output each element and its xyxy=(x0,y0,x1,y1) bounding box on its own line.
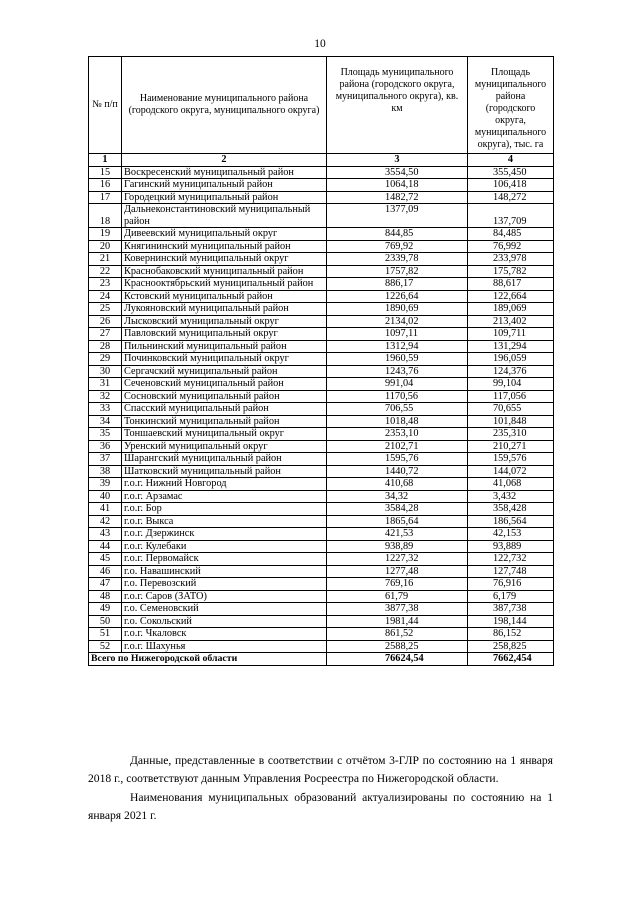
row-area-ha: 196,059 xyxy=(468,353,554,366)
table-row xyxy=(89,415,554,428)
row-number: 26 xyxy=(89,315,122,328)
row-name: г.о.г. Кулебаки xyxy=(122,540,327,553)
row-number: 32 xyxy=(89,390,122,403)
footnote-source: Данные, представленные в соответствии с отчётом 3-ГЛР по состоянию на 1 января 2018 г., соответствуют данным Управления Росреестра по Нижегородской области. xyxy=(88,754,553,785)
row-area-ha: 258,825 xyxy=(468,640,554,653)
table-row xyxy=(89,191,554,204)
row-number: 24 xyxy=(89,290,122,303)
row-area-ha: 3,432 xyxy=(468,490,554,503)
footnote-names-date: Наименования муниципальных образований актуализированы по состоянию на 1 января 2021 г. xyxy=(88,791,553,822)
row-name: Павловский муниципальный округ xyxy=(122,328,327,341)
table-row xyxy=(89,278,554,291)
table-body xyxy=(89,166,554,653)
row-area-ha: 175,782 xyxy=(468,265,554,278)
row-number: 27 xyxy=(89,328,122,341)
row-number: 47 xyxy=(89,578,122,591)
table-row xyxy=(89,528,554,541)
table-row xyxy=(89,253,554,266)
row-name: г.о. Перевозский xyxy=(122,578,327,591)
table-row xyxy=(89,590,554,603)
row-number: 25 xyxy=(89,303,122,316)
row-area-km: 706,55 xyxy=(327,403,468,416)
page-number: 10 xyxy=(314,38,326,50)
row-number: 28 xyxy=(89,340,122,353)
row-area-ha: 131,294 xyxy=(468,340,554,353)
table-row xyxy=(89,328,554,341)
row-area-km: 3554,50 xyxy=(327,166,468,179)
row-area-km: 2588,25 xyxy=(327,640,468,653)
table-row xyxy=(89,478,554,491)
row-area-ha: 106,418 xyxy=(468,179,554,192)
row-area-ha: 189,069 xyxy=(468,303,554,316)
row-number: 42 xyxy=(89,515,122,528)
row-area-ha: 198,144 xyxy=(468,615,554,628)
row-number: 21 xyxy=(89,253,122,266)
row-name: г.о.г. Чкаловск xyxy=(122,628,327,641)
row-area-km: 2134,02 xyxy=(327,315,468,328)
row-area-ha: 101,848 xyxy=(468,415,554,428)
row-name: Дальнеконстантиновский муниципальный район xyxy=(122,204,327,228)
table-row xyxy=(89,265,554,278)
row-name: Пильнинский муниципальный район xyxy=(122,340,327,353)
row-number: 50 xyxy=(89,615,122,628)
row-number: 40 xyxy=(89,490,122,503)
table-row xyxy=(89,228,554,241)
header-area-km: Площадь муниципального района (городского округа, муниципального округа), кв. км xyxy=(327,57,468,154)
row-name: Городецкий муниципальный район xyxy=(122,191,327,204)
table-row xyxy=(89,628,554,641)
row-area-ha: 235,310 xyxy=(468,428,554,441)
row-name: Ковернинский муниципальный округ xyxy=(122,253,327,266)
row-area-km: 2339,78 xyxy=(327,253,468,266)
row-area-km: 1170,56 xyxy=(327,390,468,403)
table-row xyxy=(89,303,554,316)
row-number: 45 xyxy=(89,553,122,566)
table-row xyxy=(89,615,554,628)
table-row xyxy=(89,365,554,378)
row-number: 48 xyxy=(89,590,122,603)
row-number: 44 xyxy=(89,540,122,553)
row-area-ha: 84,485 xyxy=(468,228,554,241)
row-number: 22 xyxy=(89,265,122,278)
row-area-ha: 122,664 xyxy=(468,290,554,303)
row-area-ha: 99,104 xyxy=(468,378,554,391)
row-name: г.о.г. Дзержинск xyxy=(122,528,327,541)
row-area-km: 1595,76 xyxy=(327,453,468,466)
row-area-ha: 137,709 xyxy=(468,204,554,228)
row-area-km: 1277,48 xyxy=(327,565,468,578)
table-row xyxy=(89,440,554,453)
row-name: Княгининский муниципальный район xyxy=(122,240,327,253)
row-area-km: 1243,76 xyxy=(327,365,468,378)
row-area-ha: 76,916 xyxy=(468,578,554,591)
table-row xyxy=(89,428,554,441)
row-area-ha: 117,056 xyxy=(468,390,554,403)
header-number: № п/п xyxy=(89,57,122,154)
row-number: 18 xyxy=(89,204,122,228)
row-area-ha: 355,450 xyxy=(468,166,554,179)
table-row xyxy=(89,290,554,303)
row-area-ha: 127,748 xyxy=(468,565,554,578)
row-area-ha: 148,272 xyxy=(468,191,554,204)
row-number: 20 xyxy=(89,240,122,253)
row-name: г.о. Сокольский xyxy=(122,615,327,628)
header-area-ha: Площадь муниципального района (городского округа, муниципального округа), тыс. га xyxy=(468,57,554,154)
row-area-ha: 233,978 xyxy=(468,253,554,266)
row-area-km: 410,68 xyxy=(327,478,468,491)
table-row xyxy=(89,603,554,616)
row-area-ha: 76,992 xyxy=(468,240,554,253)
row-area-ha: 93,889 xyxy=(468,540,554,553)
row-area-km: 861,52 xyxy=(327,628,468,641)
row-area-km: 1226,64 xyxy=(327,290,468,303)
table-row xyxy=(89,353,554,366)
row-number: 43 xyxy=(89,528,122,541)
row-number: 35 xyxy=(89,428,122,441)
row-number: 37 xyxy=(89,453,122,466)
row-area-ha: 387,738 xyxy=(468,603,554,616)
row-name: г.о.г. Первомайск xyxy=(122,553,327,566)
row-name: Уренский муниципальный округ xyxy=(122,440,327,453)
row-area-ha: 86,152 xyxy=(468,628,554,641)
row-name: г.о.г. Арзамас xyxy=(122,490,327,503)
table-row xyxy=(89,340,554,353)
table-row xyxy=(89,515,554,528)
row-area-km: 1227,32 xyxy=(327,553,468,566)
table-row xyxy=(89,503,554,516)
row-number: 23 xyxy=(89,278,122,291)
row-number: 29 xyxy=(89,353,122,366)
row-name: Сергачский муниципальный район xyxy=(122,365,327,378)
row-area-km: 1440,72 xyxy=(327,465,468,478)
municipal-area-table xyxy=(88,56,554,666)
row-area-km: 3584,28 xyxy=(327,503,468,516)
table-row xyxy=(89,640,554,653)
row-area-km: 886,17 xyxy=(327,278,468,291)
table-row xyxy=(89,315,554,328)
row-name: Краснобаковский муниципальный район xyxy=(122,265,327,278)
row-area-ha: 109,711 xyxy=(468,328,554,341)
row-area-km: 938,89 xyxy=(327,540,468,553)
row-area-km: 769,16 xyxy=(327,578,468,591)
column-number: 2 xyxy=(122,154,327,167)
row-number: 49 xyxy=(89,603,122,616)
row-name: Сосновский муниципальный район xyxy=(122,390,327,403)
row-area-ha: 122,732 xyxy=(468,553,554,566)
row-number: 33 xyxy=(89,403,122,416)
row-name: Лысковский муниципальный округ xyxy=(122,315,327,328)
row-area-km: 844,85 xyxy=(327,228,468,241)
table-row xyxy=(89,166,554,179)
table-row xyxy=(89,403,554,416)
row-area-km: 34,32 xyxy=(327,490,468,503)
table-row xyxy=(89,540,554,553)
row-area-ha: 144,072 xyxy=(468,465,554,478)
row-number: 51 xyxy=(89,628,122,641)
row-number: 34 xyxy=(89,415,122,428)
row-number: 31 xyxy=(89,378,122,391)
table-row xyxy=(89,553,554,566)
row-name: Тоншаевский муниципальный округ xyxy=(122,428,327,441)
row-name: г.о.г. Выкса xyxy=(122,515,327,528)
row-area-km: 1064,18 xyxy=(327,179,468,192)
column-number: 3 xyxy=(327,154,468,167)
row-number: 39 xyxy=(89,478,122,491)
row-area-km: 3877,38 xyxy=(327,603,468,616)
row-area-ha: 358,428 xyxy=(468,503,554,516)
row-name: Гагинский муниципальный район xyxy=(122,179,327,192)
total-area-km: 76624,54 xyxy=(327,653,468,666)
row-area-ha: 42,153 xyxy=(468,528,554,541)
row-name: Шатковский муниципальный район xyxy=(122,465,327,478)
table-row xyxy=(89,578,554,591)
row-area-km: 1377,09 xyxy=(327,204,468,228)
row-name: Шарангский муниципальный район xyxy=(122,453,327,466)
table-row xyxy=(89,378,554,391)
row-name: г.о.г. Шахунья xyxy=(122,640,327,653)
row-area-km: 1097,11 xyxy=(327,328,468,341)
row-area-km: 1312,94 xyxy=(327,340,468,353)
row-area-km: 61,79 xyxy=(327,590,468,603)
row-area-km: 2102,71 xyxy=(327,440,468,453)
row-name: Сеченовский муниципальный район xyxy=(122,378,327,391)
column-number: 1 xyxy=(89,154,122,167)
row-area-km: 1890,69 xyxy=(327,303,468,316)
row-number: 38 xyxy=(89,465,122,478)
row-area-ha: 186,564 xyxy=(468,515,554,528)
row-name: г.о.г. Бор xyxy=(122,503,327,516)
total-label: Всего по Нижегородской области xyxy=(89,653,327,666)
row-area-ha: 88,617 xyxy=(468,278,554,291)
table-row xyxy=(89,465,554,478)
row-name: Починковский муниципальный округ xyxy=(122,353,327,366)
row-area-ha: 210,271 xyxy=(468,440,554,453)
row-area-ha: 124,376 xyxy=(468,365,554,378)
row-area-km: 1960,59 xyxy=(327,353,468,366)
row-area-km: 1757,82 xyxy=(327,265,468,278)
row-name: г.о. Навашинский xyxy=(122,565,327,578)
row-name: Дивеевский муниципальный округ xyxy=(122,228,327,241)
row-area-km: 1482,72 xyxy=(327,191,468,204)
row-name: г.о.г. Саров (ЗАТО) xyxy=(122,590,327,603)
row-area-ha: 41,068 xyxy=(468,478,554,491)
row-area-ha: 213,402 xyxy=(468,315,554,328)
row-area-km: 1865,64 xyxy=(327,515,468,528)
table-row xyxy=(89,490,554,503)
table-row xyxy=(89,453,554,466)
row-area-km: 769,92 xyxy=(327,240,468,253)
table-row xyxy=(89,204,554,228)
row-area-ha: 70,655 xyxy=(468,403,554,416)
row-area-km: 1981,44 xyxy=(327,615,468,628)
row-area-km: 421,53 xyxy=(327,528,468,541)
row-name: г.о. Семеновский xyxy=(122,603,327,616)
total-area-ha: 7662,454 xyxy=(468,653,554,666)
row-area-km: 1018,48 xyxy=(327,415,468,428)
column-number: 4 xyxy=(468,154,554,167)
row-area-ha: 159,576 xyxy=(468,453,554,466)
footnotes xyxy=(88,752,553,826)
row-number: 30 xyxy=(89,365,122,378)
row-number: 41 xyxy=(89,503,122,516)
column-number-row xyxy=(89,154,554,167)
header-name: Наименование муниципального района (городского округа, муниципального округа) xyxy=(122,57,327,154)
total-row xyxy=(89,653,554,666)
row-name: Краснооктябрьский муниципальный район xyxy=(122,278,327,291)
row-number: 16 xyxy=(89,179,122,192)
row-area-ha: 6,179 xyxy=(468,590,554,603)
row-number: 17 xyxy=(89,191,122,204)
row-area-km: 2353,10 xyxy=(327,428,468,441)
row-area-km: 991,04 xyxy=(327,378,468,391)
row-name: Спасский муниципальный район xyxy=(122,403,327,416)
row-name: Воскресенский муниципальный район xyxy=(122,166,327,179)
row-number: 15 xyxy=(89,166,122,179)
row-number: 36 xyxy=(89,440,122,453)
row-number: 46 xyxy=(89,565,122,578)
row-name: Тонкинский муниципальный район xyxy=(122,415,327,428)
row-name: Кстовский муниципальный район xyxy=(122,290,327,303)
row-name: Лукояновский муниципальный район xyxy=(122,303,327,316)
table-row xyxy=(89,565,554,578)
row-number: 52 xyxy=(89,640,122,653)
table-row xyxy=(89,179,554,192)
table-header-row xyxy=(89,57,554,154)
table-row xyxy=(89,390,554,403)
table-row xyxy=(89,240,554,253)
row-name: г.о.г. Нижний Новгород xyxy=(122,478,327,491)
row-number: 19 xyxy=(89,228,122,241)
